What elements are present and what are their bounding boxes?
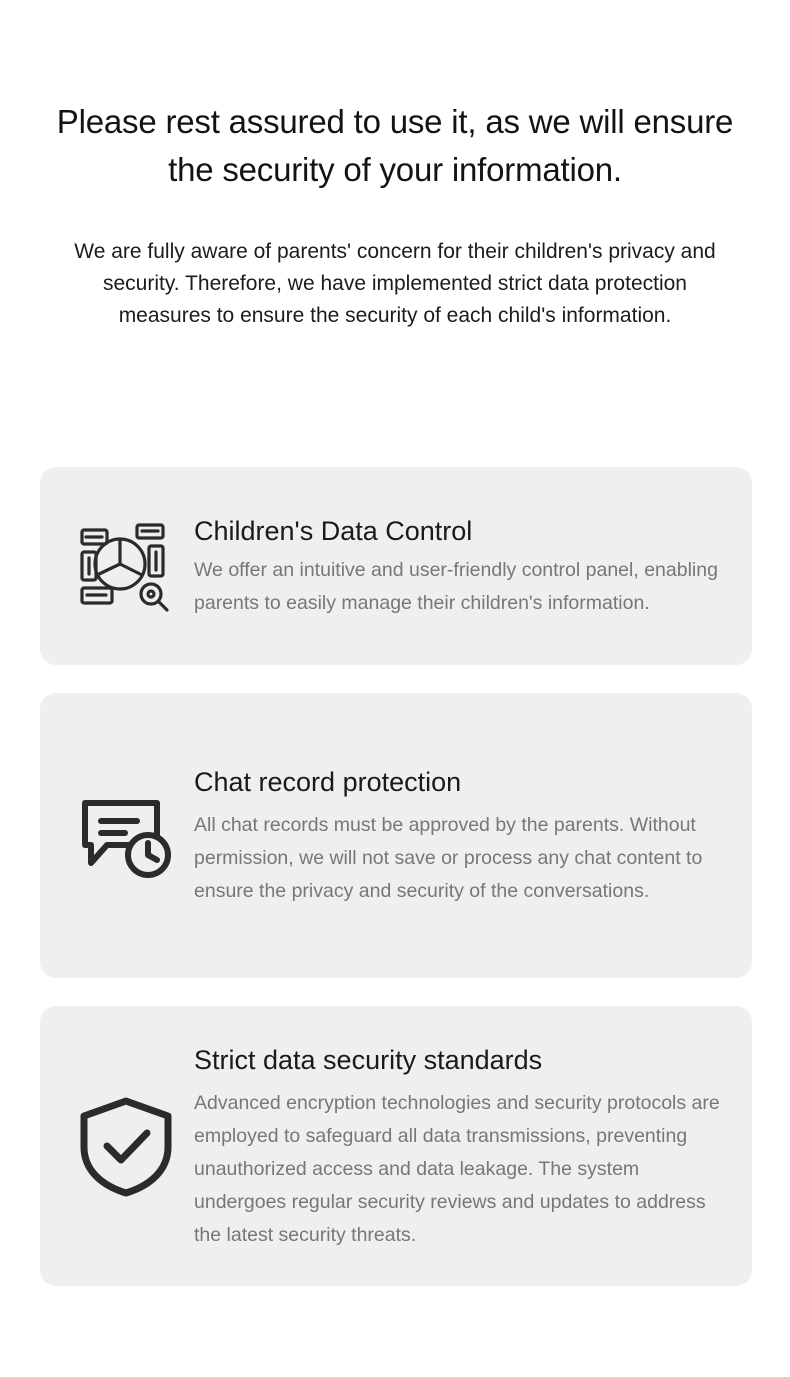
feature-card-title: Children's Data Control: [194, 516, 473, 546]
chat-clock-icon: [58, 783, 194, 889]
page-subtitle: We are fully aware of parents' concern for their children's privacy and security. Therefore, we have implemented strict data protection measures to ensure the security of each child's information.: [74, 240, 716, 327]
feature-card-strict-data-security: [40, 1006, 752, 1286]
feature-card-text: Advanced encryption technologies and security protocols are employed to safeguard all data transmissions, preventing unauthorized access and data leakage. The system undergoes regular security reviews and updates to address the latest security threats.: [194, 1091, 720, 1246]
feature-card-body: [194, 1041, 728, 1252]
feature-card-list: [40, 467, 752, 1314]
feature-card-children-data-control: [40, 467, 752, 665]
page-title: Please rest assured to use it, as we will ensure the security of your information.: [56, 103, 734, 188]
feature-card-body: [194, 763, 728, 908]
feature-card-title: Strict data security standards: [194, 1044, 543, 1075]
hero-section: [0, 0, 790, 332]
data-chart-icon: [58, 513, 194, 619]
feature-card-text: We offer an intuitive and user-friendly control panel, enabling parents to easily manage their children's information.: [194, 559, 718, 614]
feature-card-chat-record-protection: [40, 693, 752, 978]
shield-check-icon: [58, 1091, 194, 1201]
feature-card-title: Chat record protection: [194, 767, 462, 797]
feature-card-text: All chat records must be approved by the parents. Without permission, we will not save or process any chat content to ensure the privacy and security of the conversations.: [194, 814, 703, 902]
feature-card-body: [194, 512, 728, 620]
